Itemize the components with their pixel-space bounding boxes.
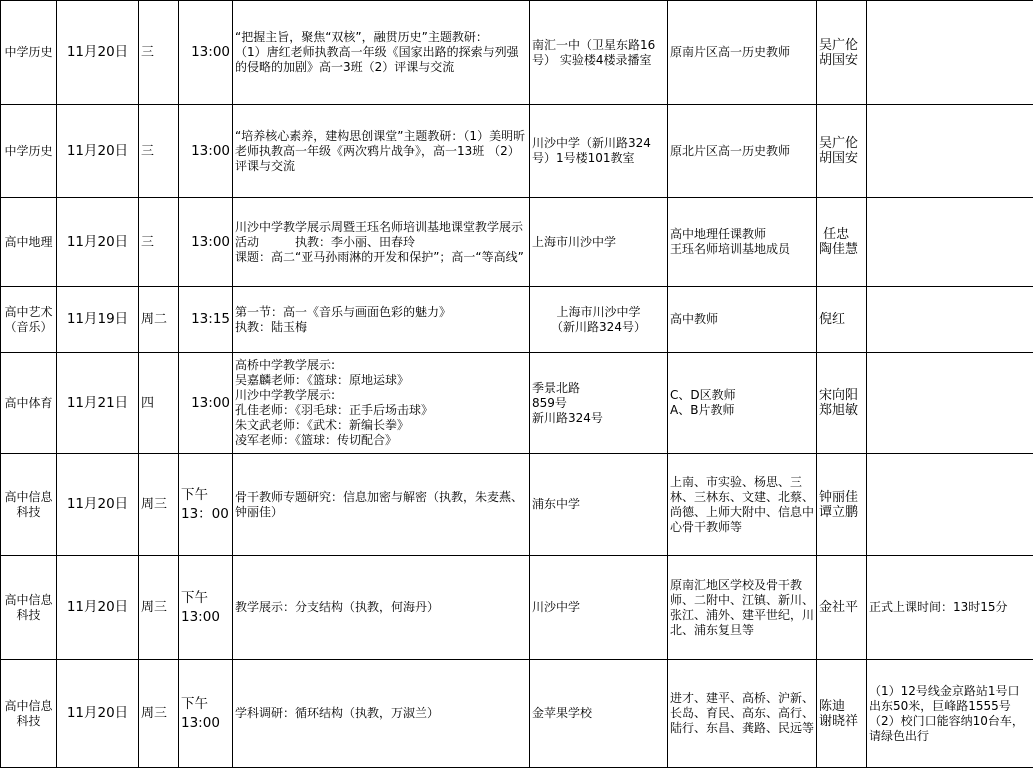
weekday-cell: 周三: [139, 556, 179, 660]
weekday-cell: 三: [139, 105, 179, 198]
time-cell: 13:00: [179, 353, 233, 454]
table-row: [1, 287, 1033, 353]
weekday-cell: 四: [139, 353, 179, 454]
subject-cell: 中学历史: [1, 1, 57, 105]
time-cell: 下午 13：00: [179, 454, 233, 556]
contact-cell: 金社平: [817, 556, 867, 660]
contact-cell: 吴广伦 胡国安: [817, 105, 867, 198]
content-cell: “把握主旨，聚焦“双核”，融贯历史”主题教研： （1）唐红老师执教高一年级《国家出路的探索与列强的侵略的加剧》高一3班（2）评课与交流: [233, 1, 530, 105]
note-cell: [867, 454, 1033, 556]
time-cell: 13:15: [179, 287, 233, 353]
date-cell: 11月20日: [57, 556, 139, 660]
contact-cell: 陈迪 谢晓祥: [817, 660, 867, 768]
subject-cell: 高中地理: [1, 198, 57, 287]
subject-cell: 高中艺术 （音乐）: [1, 287, 57, 353]
time-cell: 下午 13:00: [179, 660, 233, 768]
contact-cell: 钟丽佳 谭立鹏: [817, 454, 867, 556]
note-cell: [867, 198, 1033, 287]
audience-cell: 高中地理任课教师 王珏名师培训基地成员: [668, 198, 817, 287]
time-cell: 下午 13:00: [179, 556, 233, 660]
location-cell: 金苹果学校: [530, 660, 668, 768]
location-cell: 上海市川沙中学 （新川路324号）: [530, 287, 668, 353]
subject-cell: 高中信息 科技: [1, 556, 57, 660]
weekday-cell: 周三: [139, 660, 179, 768]
location-cell: 川沙中学: [530, 556, 668, 660]
content-cell: 第一节：高一《音乐与画面色彩的魅力》 执教：陆玉梅: [233, 287, 530, 353]
table-row: [1, 660, 1033, 768]
table-row: [1, 454, 1033, 556]
location-cell: 上海市川沙中学: [530, 198, 668, 287]
audience-cell: 原北片区高一历史教师: [668, 105, 817, 198]
location-cell: 川沙中学（新川路324号）1号楼101教室: [530, 105, 668, 198]
weekday-cell: 周三: [139, 454, 179, 556]
table-row: [1, 353, 1033, 454]
weekday-cell: 三: [139, 1, 179, 105]
date-cell: 11月20日: [57, 660, 139, 768]
date-cell: 11月20日: [57, 105, 139, 198]
time-cell: 13:00: [179, 105, 233, 198]
date-cell: 11月20日: [57, 454, 139, 556]
schedule-body: [1, 1, 1033, 768]
note-cell: [867, 287, 1033, 353]
date-cell: 11月20日: [57, 198, 139, 287]
audience-cell: C、D区教师 A、B片教师: [668, 353, 817, 454]
content-cell: 高桥中学教学展示: 吴嘉麟老师：《篮球：原地运球》 川沙中学教学展示: 孔佳老师：《羽毛球：正手后场击球》 朱文武老师：《武术：新编长拳》 凌军老师：《篮球：传切配合》: [233, 353, 530, 454]
contact-cell: 任忠 陶佳慧: [817, 198, 867, 287]
note-cell: （1）12号线金京路站1号口出东50米，巨峰路1555号（2）校门口能容纳10台车，请绿色出行: [867, 660, 1033, 768]
table-row: [1, 105, 1033, 198]
date-cell: 11月21日: [57, 353, 139, 454]
note-cell: 正式上课时间：13时15分: [867, 556, 1033, 660]
location-cell: 季景北路 859号 新川路324号: [530, 353, 668, 454]
table-row: [1, 198, 1033, 287]
weekday-cell: 三: [139, 198, 179, 287]
subject-cell: 高中信息 科技: [1, 660, 57, 768]
table-row: [1, 1, 1033, 105]
table-row: [1, 556, 1033, 660]
time-cell: 13:00: [179, 1, 233, 105]
location-cell: 南汇一中（卫星东路16号） 实验楼4楼录播室: [530, 1, 668, 105]
contact-cell: 吴广伦 胡国安: [817, 1, 867, 105]
note-cell: [867, 1, 1033, 105]
audience-cell: 原南片区高一历史教师: [668, 1, 817, 105]
subject-cell: 高中信息 科技: [1, 454, 57, 556]
content-cell: 学科调研：循环结构（执教，万淑兰）: [233, 660, 530, 768]
audience-cell: 原南汇地区学校及骨干教师、二附中、江镇、新川、张江、浦外、建平世纪，川北、浦东复旦等: [668, 556, 817, 660]
date-cell: 11月19日: [57, 287, 139, 353]
time-cell: 13:00: [179, 198, 233, 287]
contact-cell: 倪红: [817, 287, 867, 353]
location-cell: 浦东中学: [530, 454, 668, 556]
audience-cell: 上南、市实验、杨思、三林、三林东、文建、北蔡、尚德、上师大附中、信息中心骨干教师等: [668, 454, 817, 556]
weekday-cell: 周二: [139, 287, 179, 353]
note-cell: [867, 105, 1033, 198]
audience-cell: 高中教师: [668, 287, 817, 353]
date-cell: 11月20日: [57, 1, 139, 105]
content-cell: 骨干教师专题研究：信息加密与解密（执教，朱麦燕、钟丽佳）: [233, 454, 530, 556]
content-cell: 川沙中学教学展示周暨王珏名师培训基地课堂教学展示活动 执教：李小丽、田春玲 课题：高二“亚马孙雨淋的开发和保护”；高一“等高线”: [233, 198, 530, 287]
contact-cell: 宋向阳 郑旭敏: [817, 353, 867, 454]
subject-cell: 中学历史: [1, 105, 57, 198]
note-cell: [867, 353, 1033, 454]
subject-cell: 高中体育: [1, 353, 57, 454]
content-cell: “培养核心素养，建构思创课堂”主题教研：（1）美明昕老师执教高一年级《两次鸦片战争》，高一13班 （2）评课与交流: [233, 105, 530, 198]
content-cell: 教学展示：分支结构（执教，何海丹）: [233, 556, 530, 660]
audience-cell: 进才、建平、高桥、沪新、长岛、育民、高东、高行、陆行、东昌、龚路、民远等: [668, 660, 817, 768]
